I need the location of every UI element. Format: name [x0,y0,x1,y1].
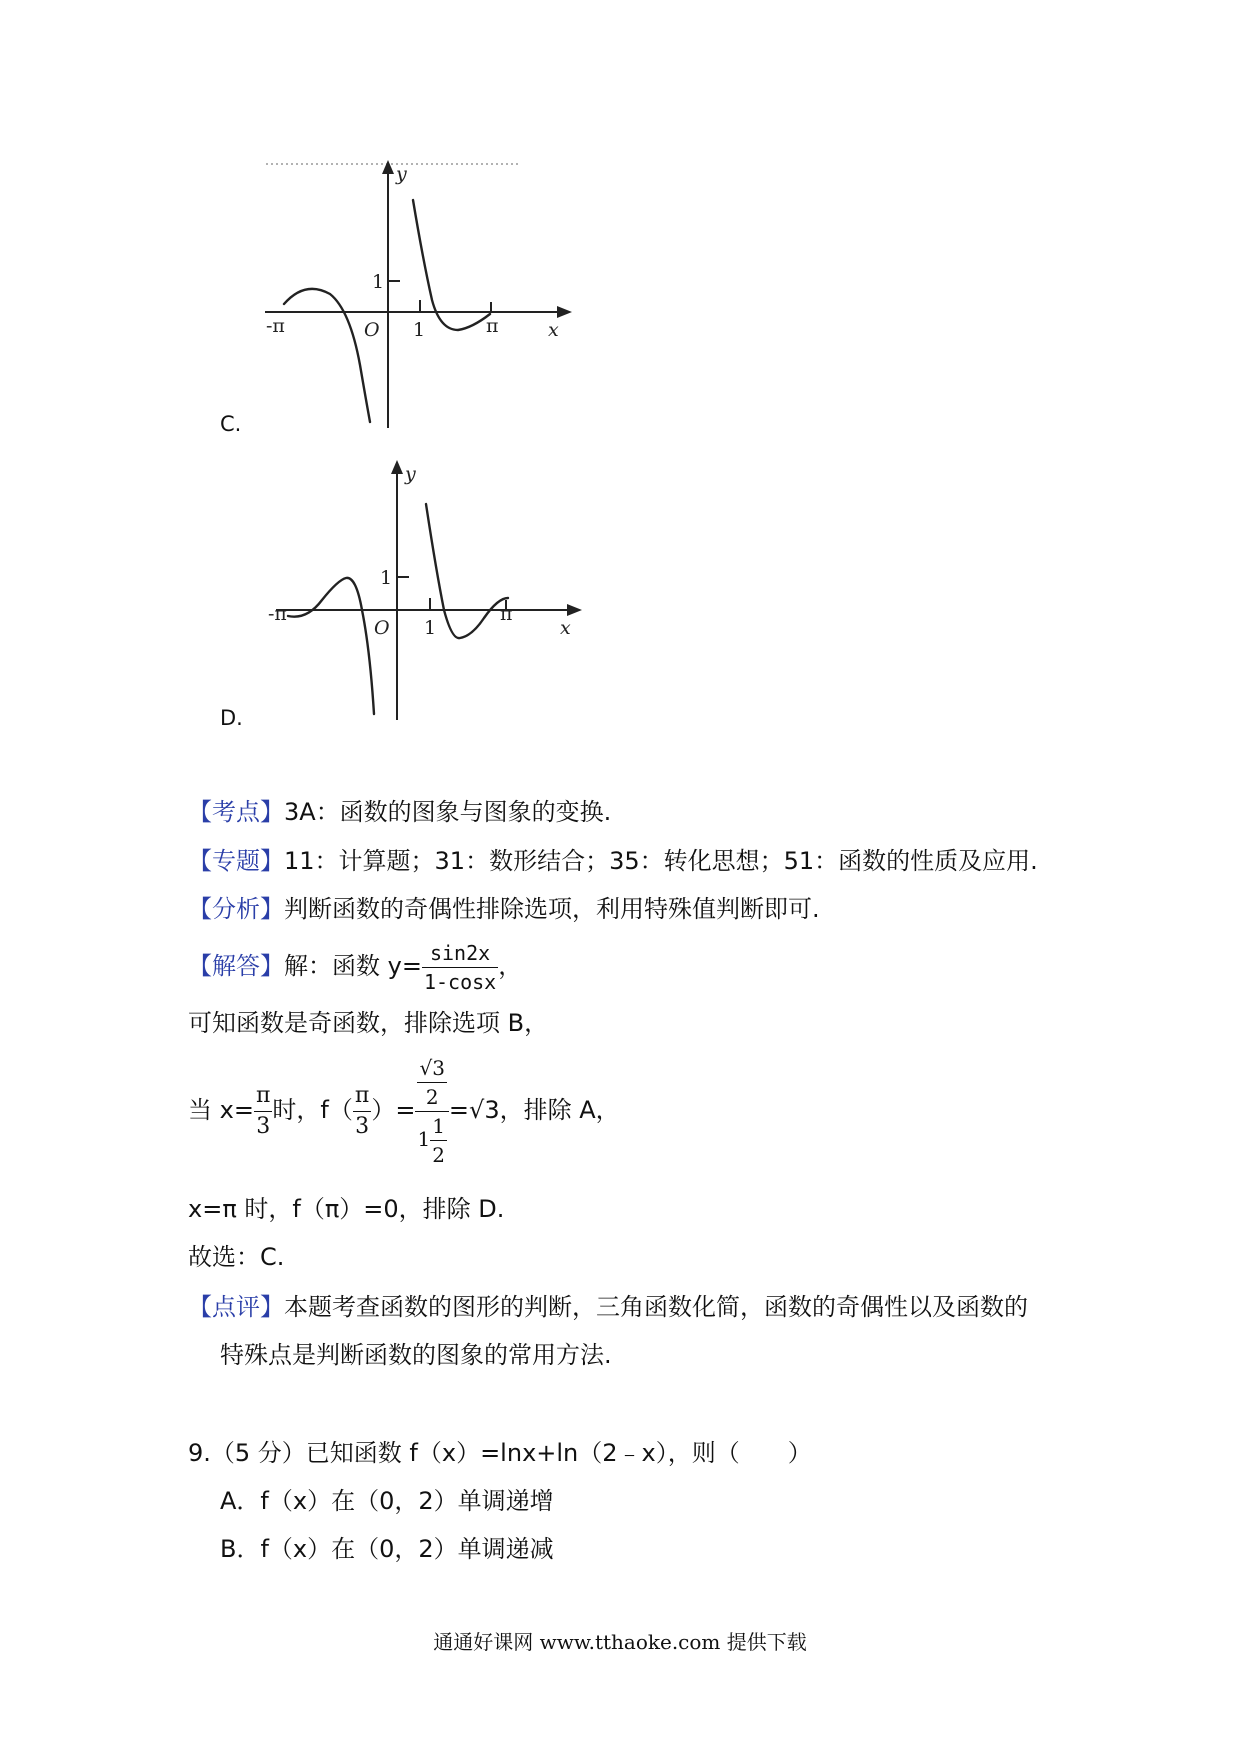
graph-c [260,150,580,430]
jieda-func-denominator: 1-cosx [423,969,497,994]
half-denominator: 2 [432,1142,445,1167]
graph-c-y-label: y [396,163,407,185]
graph-c-x-arrow [557,306,572,318]
sqrt3-over-2-fraction [417,1055,446,1109]
graph-c-left-branch [284,289,370,422]
question9-option-b: B．f（x）在（0，2）单调递减 [220,1535,554,1563]
jieda-function-fraction [422,940,498,994]
fenxi-tag: 【分析】 [188,895,284,923]
zhuanti-text: 11：计算题；31：数形结合；35：转化思想；51：函数的性质及应用. [284,847,1038,875]
jieda-prefix: 解：函数 y= [284,952,422,980]
fenxi-line [188,892,820,926]
dianping-line1 [188,1290,1028,1324]
dianping-line2: 特殊点是判断函数的图象的常用方法. [220,1341,612,1369]
jieda-func-numerator: sin2x [422,943,498,968]
kaodian-text: 3A：函数的图象与图象的变换. [284,798,612,826]
f-arg-fraction [353,1082,371,1139]
x-value-denominator: 3 [256,1113,271,1139]
graph-c-right-branch [413,200,490,330]
two-text: 2 [425,1084,439,1109]
graph-d-x-label: x [560,617,571,639]
fenxi-text: 判断函数的奇偶性排除选项，利用特殊值判断即可. [284,895,820,923]
graph-d-tick-x1-label: 1 [424,617,437,639]
graph-d-neg-pi-label: -π [268,603,287,625]
jieda-line4: x=π 时，f（π）=0，排除 D. [188,1195,505,1223]
compound-fraction [415,1055,448,1167]
graph-d-tick-y1-label: 1 [380,567,393,589]
jieda-line5: 故选：C. [188,1243,285,1271]
jieda-line3-b: 时，f（ [272,1096,353,1124]
question9-stem: 9.（5 分）已知函数 f（x）=lnx+ln（2﹣x），则（ ） [188,1439,812,1467]
compound-numerator [415,1055,448,1112]
half-numerator: 1 [430,1116,447,1141]
zhuanti-line [188,844,1038,878]
page-footer: 通通好课网 www.tthaoke.com 提供下载 [433,1630,807,1654]
graph-c-svg [260,150,580,430]
compound-denominator [415,1112,448,1165]
f-arg-denominator: 3 [355,1113,370,1139]
jieda-tag: 【解答】 [188,952,284,980]
kaodian-line [188,795,611,829]
zhuanti-tag: 【专题】 [188,847,284,875]
question9-option-a: A．f（x）在（0，2）单调递增 [220,1487,554,1515]
graph-c-tick-x1-label: 1 [413,319,426,341]
jieda-suffix: ， [498,952,523,980]
graph-c-origin-label: O [364,319,380,341]
graph-d-origin-label: O [374,617,390,639]
jieda-line3 [188,1050,620,1170]
one-half-fraction [430,1113,447,1167]
jieda-line3-d: =√3，排除 A， [448,1096,620,1124]
graph-d [262,450,592,722]
kaodian-tag: 【考点】 [188,798,284,826]
graph-d-option-label: D. [220,706,243,730]
graph-d-svg [262,450,592,722]
x-value-numerator: π [254,1085,272,1112]
dianping-text1: 本题考查函数的图形的判断，三角函数化简，函数的奇偶性以及函数的 [284,1293,1028,1321]
graph-d-y-label: y [405,463,416,485]
one-text: 1 [417,1126,431,1151]
sqrt3-text: √3 [417,1058,446,1083]
graph-d-left-branch [288,578,374,714]
graph-c-pi-label: π [486,315,499,337]
graph-c-x-label: x [548,319,559,341]
graph-d-x-arrow [567,604,582,616]
jieda-line3-a: 当 x= [188,1096,254,1124]
f-arg-numerator: π [353,1085,371,1112]
jieda-line1 [188,938,522,994]
graph-d-y-arrow [391,460,403,474]
graph-c-neg-pi-label: -π [266,315,285,337]
graph-d-right-branch [426,504,508,638]
x-value-fraction [254,1082,272,1139]
graph-d-pi-label: π [500,603,513,625]
graph-c-option-label: C. [220,412,242,436]
dianping-tag: 【点评】 [188,1293,284,1321]
jieda-line2: 可知函数是奇函数，排除选项 B， [188,1009,549,1037]
graph-c-y-arrow [382,160,394,174]
jieda-line3-c: ）= [371,1096,416,1124]
graph-c-tick-y1-label: 1 [372,271,385,293]
